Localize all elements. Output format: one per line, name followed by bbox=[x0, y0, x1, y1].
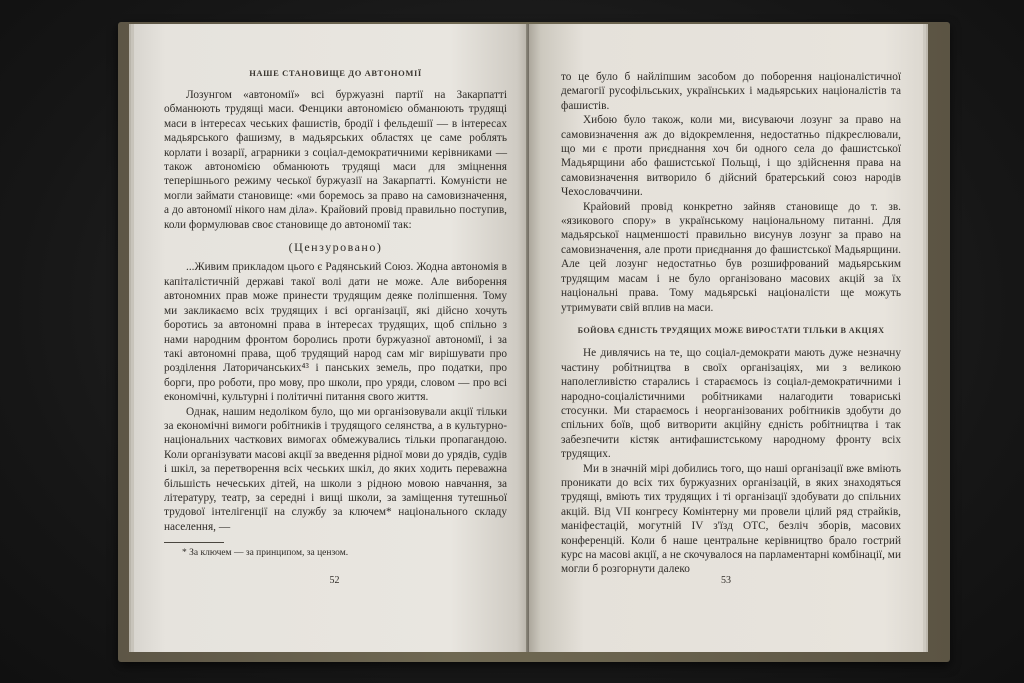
paragraph: ...Живим прикладом цього є Радянський Союз. Жодна автономія в капіталістичній державі такої волі дати не може. Але виборення автономних прав може принести трудящим деяке поліпшення. Тому ми закликаємо всіх трудящих і всі організації, які дійсно хочуть боротись за автономні права в інтересах трудящих, щоб спільно з нами народним фронтом боролись проти буржуазної автономії, і за такі автономні права, щоб трудящий народ сам міг вирішувати про розділення Латоричанських⁴³ і панських земель, про податки, про борги, про роботи, про мову, про школи, про уряди, словом — про всі економічні, культурні і політичні питання свого життя. bbox=[164, 261, 507, 404]
running-head: НАШЕ СТАНОВИЩЕ ДО АВТОНОМІЇ bbox=[249, 68, 422, 78]
paragraph: Однак, нашим недоліком було, що ми організовували акції тільки за економічні вимоги робітників і трудящого селянства, а в культурно-національних часткових вимогах обмежувались тільки пропагандою. Коли організувати масові акції за введення рідної мови до урядів, судів і шкіл, за перетворення всіх чеських шкіл, до яких ходить переважна більшість нечеських дітей, на школи з рідною мовою навчання, за літературу, театр, за середні і вищі школи, за заміщення тутешньої трудової інтелігенції на службу за ключем* національного складу населення, — bbox=[164, 405, 507, 533]
page-number: 53 bbox=[721, 575, 731, 586]
paragraph: Лозунгом «автономії» всі буржуазні партії на Закарпатті обманюють трудящі маси. Фенцики автономією обманюють трудящі маси в інтересах чеських фашистів, бродії і фельдешії — в інтересах мадьярського фашизму, в мадьярських областях це саме роблять корлати і возарії, аграрники з соціал-демократичними керівниками — також автономією обманюють трудящі маси для зміцнення теперішнього режиму чеської буржуазії на Закарпатті. Комуністи не могли займати становище: «ми боремось за право на самовизначення, а до автономії нікого нам діла». Крайовий провід правильно поступив, коли формулював своє становище до автономії так: bbox=[164, 89, 507, 231]
left-body-text bbox=[164, 88, 507, 534]
paragraph: Крайовий провід конкретно зайняв становище до т. зв. «язикового спору» в українському національному питанні. Для мадьярської нацменшості правильно висунув лозунг за право на самовизначення, але проти приєднання до фашистської Мадьярщини. Але цей лозунг недостатньо був розшифрований мадьярським трудящим масам і не було організовано масових акцій за їх національні права. Тому мадьярські націоналісти ще можуть утримувати свій вплив на маси. bbox=[561, 200, 901, 314]
right-page bbox=[529, 24, 923, 652]
paragraph: Не дивлячись на те, що соціал-демократи мають дуже незначну частину робітництва в своїх організаціях, ми з великою наполегливістю старались і стараємось із соціал-демократичними і народно-соціалістичними робітниками налагодити товариські стосунки. Ми стараємось і неорганізованих робітників здобути до спільних боїв, щоб витворити акційну єдність робітництва і так забезпечити кістяк антифашистському народному фронту всіх трудящих. bbox=[561, 347, 901, 461]
paragraph: Хибою було також, коли ми, висуваючи лозунг за право на самовизначення аж до відокремлення, недостатньо підкреслювали, що ми є проти приєднання хоч би одного села до фашистської Мадьярщини або фашистської Польщі, і що здійснення права на самовизначення витворило б дійсний братерський союз народів Чехословаччини. bbox=[561, 114, 901, 199]
footnote-divider bbox=[164, 542, 224, 543]
censored-label: (Цензуровано) bbox=[288, 240, 383, 255]
footnote: * За ключем — за принципом, за цензом. bbox=[182, 548, 349, 559]
paragraph: то це було б найліпшим засобом до поборення націоналістичної демагогії русофільських, українських і мадьярських націоналістів та фашистів. bbox=[561, 71, 901, 112]
right-body-text bbox=[561, 70, 901, 577]
left-page bbox=[134, 24, 529, 652]
page-number: 52 bbox=[329, 575, 340, 586]
paragraph: Ми в значній мірі добились того, що наші організації вже вміють проникати до всіх тих буржуазних організацій, в яких знаходяться трудящі, вміють тих трудящих і ті організації здобувати до спільних акцій. Від VII конгресу Комінтерну ми провели цілий ряд страйків, маніфестацій, могутній IV з'їзд ОТС, безліч зборів, масових конференцій. Коли б наше центральне керівництво брало гострий курс на масові акції, а не скочувалося на парламентарні комбінації, ми могли б розгорнути далеко bbox=[561, 462, 901, 576]
section-heading: БОЙОВА ЄДНІСТЬ ТРУДЯЩИХ МОЖЕ ВИРОСТАТИ ТІЛЬКИ В АКЦІЯХ bbox=[577, 325, 885, 335]
